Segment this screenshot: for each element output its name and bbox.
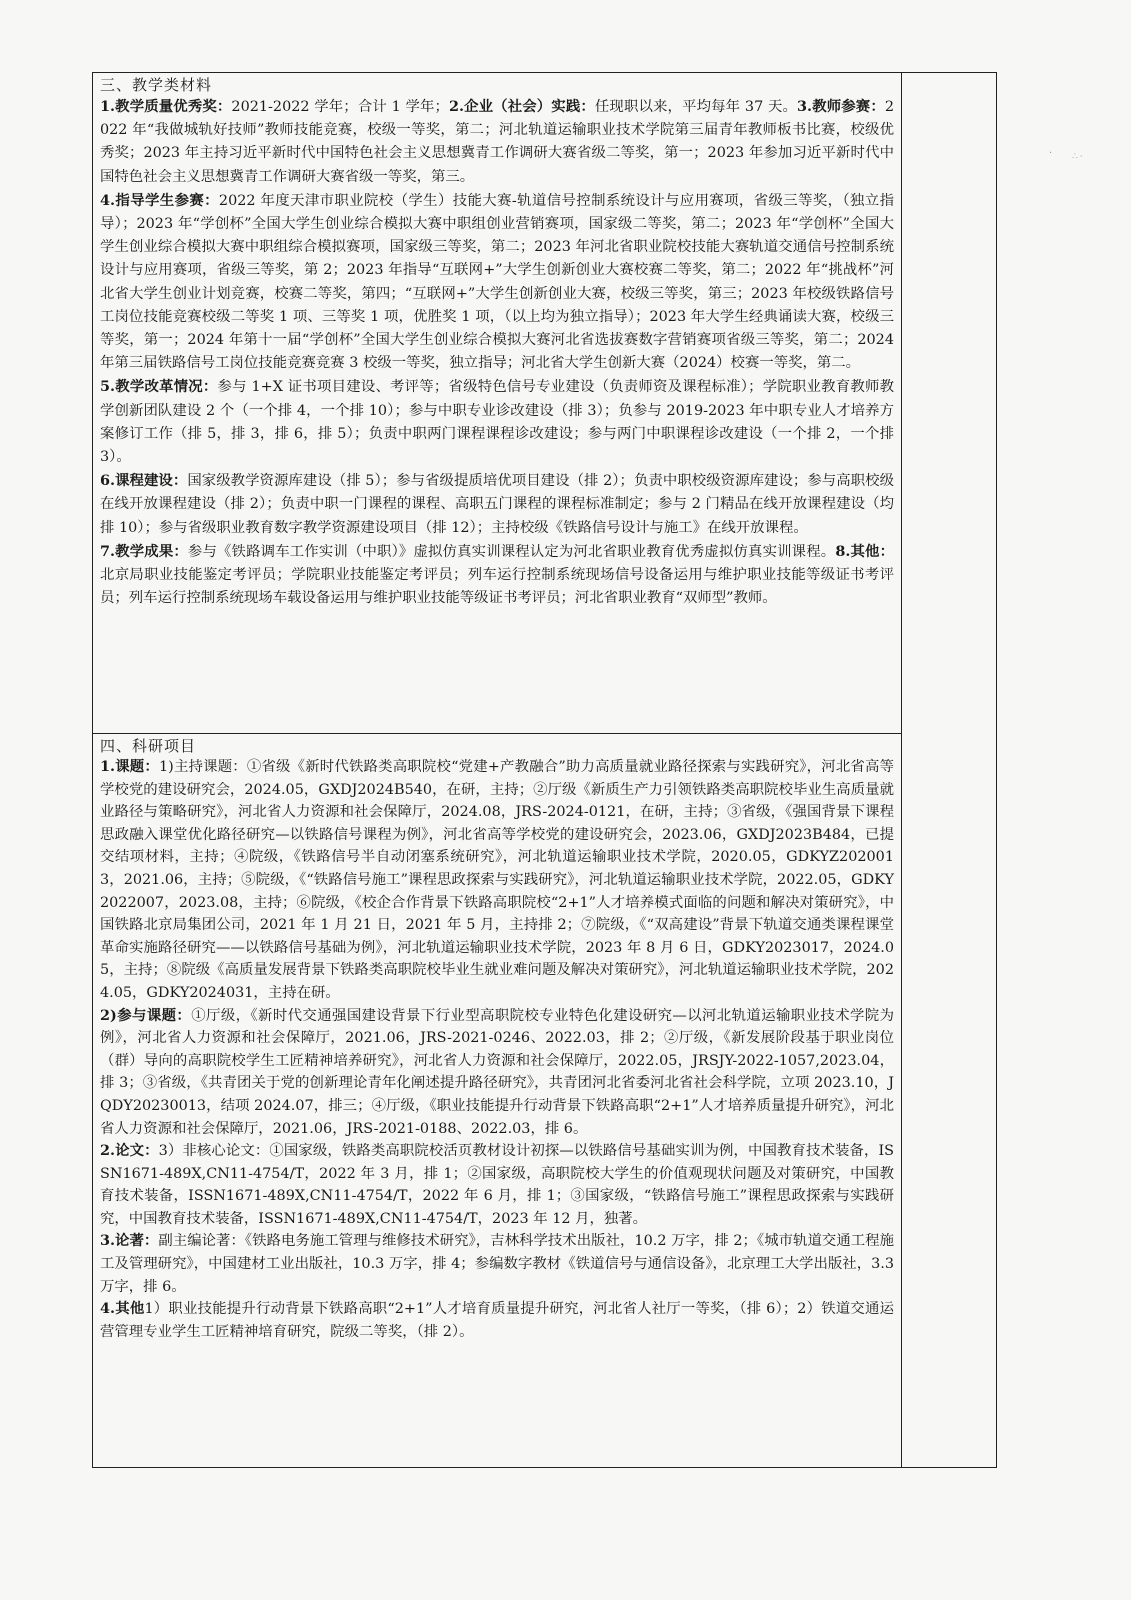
item-text: 1)主持课题：①省级《新时代铁路类高职院校“党建+产教融合”助力高质量就业路径探索与实践研究》，河北省高等学校党的建设研究会，2024.05，GXDJ2024B540，在研，主持；②厅级《新质生产力引领铁路类高职院校毕业生高质量就业路径与策略研究》，河北省人力资源和社会保障厅，2024.08，JRS-2024-0121，在研，主持；③省级，《强国背景下课程思政融入课堂优化路径研究—以铁路信号课程为例》，河北省高等学校党的建设研究会，2023.06，GXDJ2023B484，已提交结项材料，主持；④院级，《铁路信号半自动闭塞系统研究》，河北轨道运输职业技术学院，2020.05，GDKYZ2020013，2021.06，主持；⑤院级，《“铁路信号施工”课程思政探索与实践研究》，河北轨道运输职业技术学院，2022.05，GDKY2022007，2023.08，主持；⑥院级，《校企合作背景下铁路高职院校“2+1”人才培养模式面临的问题和解决对策研究》，中国铁路北京局集团公司，2021 年 1 月 21 日，2021 年 5 月，主持排 2；⑦院级，《“双高建设”背景下轨道交通类课程课堂革命实施路径研究——以铁路信号基础为例》，河北轨道运输职业技术学院，2023 年 8 月 6 日，GDKY2023017，2024.05，主持；⑧院级《高质量发展背景下铁路类高职院校毕业生就业难问题及解决对策研究》，河北轨道运输职业技术学院，2024.05，GDKY2024031，主持在研。 (100, 759, 894, 1001)
item-text: 3）非核心论文：①国家级，铁路类高职院校活页教材设计初探—以铁路信号基础实训为例，中国教育技术装备，ISSN1671-489X,CN11-4754/T，2022 年 3 月，排 1；②国家级，高职院校大学生的价值观现状问题及对策研究，中国教育技术装备，ISSN1671-489X,CN11-4754/T，2022 年 6 月，排 1；③国家级，“铁路信号施工”课程思政探索与实践研究，中国教育技术装备，ISSN1671-489X,CN11-4754/T，2023 年 12 月，独著。 (100, 1143, 894, 1227)
item-text: 1）职业技能提升行动背景下铁路高职“2+1”人才培育质量提升研究，河北省人社厅一等奖，（排 6）；2）铁道交通运营管理专业学生工匠精神培育研究，院级二等奖，（排 2）。 (100, 1301, 894, 1340)
item-text: 2022 年“我做城轨好技师”教师技能竞赛，校级一等奖，第二；河北轨道运输职业技术学院第三届青年教师板书比赛，校级优秀奖；2023 年主持习近平新时代中国特色社会主义思想冀青工作调研大赛省级二等奖，第一；2023 年参加习近平新时代中国特色社会主义思想冀青工作调研大赛省级一等奖，第三。 (100, 99, 895, 185)
section-title: 四、科研项目 (100, 737, 197, 755)
section-body (100, 756, 894, 1343)
scan-speck: · (1049, 148, 1053, 159)
section-body (100, 95, 894, 610)
item-lead: 3.论著： (100, 1232, 159, 1250)
item-text: 2021-2022 学年；合计 1 学年； (231, 99, 449, 115)
item-text: 参与《铁路调车工作实训（中职）》虚拟仿真实训课程认定为河北省职业教育优秀虚拟仿真实训课程。 (187, 543, 836, 560)
item-text: 北京局职业技能鉴定考评员；学院职业技能鉴定考评员；列车运行控制系统现场信号设备运用与维护职业技能等级证书考评员；列车运行控制系统现场车载设备运用与维护职业技能等级证书考评员；河北省职业教育“双师型”教师。 (100, 567, 894, 607)
item-lead: 7.教学成果： (100, 542, 188, 560)
item-lead: 8.其他： (835, 542, 894, 560)
item-lead: 1.教学质量优秀奖： (100, 98, 232, 115)
item-lead: 4.其他 (100, 1300, 145, 1318)
item-text: 参与 1+X 证书项目建设、考评等；省级特色信号专业建设（负责师资及课程标准）；学院职业教育教师教学创新团队建设 2 个（一个排 4，一个排 10）；参与中职专业诊改建设（排 3）；负参与 2019-2023 年中职专业人才培养方案修订工作（排 5，排 3，排 6，排 5）；负责中职两门课程课程诊改建设；参与两门中职课程诊改建设（一个排 2，一个排 3）。 (100, 379, 894, 466)
item-lead: 1.课题： (100, 758, 159, 775)
form-table (92, 72, 997, 1468)
section-title: 三、教学类材料 (100, 76, 213, 94)
item-lead: 2.企业（社会）实践： (448, 98, 595, 115)
item-lead: 3.教师参赛： (797, 98, 885, 115)
item-lead: 6.课程建设： (100, 472, 188, 490)
scan-speck: ∴· (1072, 152, 1085, 162)
item-lead: 2.论文： (100, 1142, 159, 1160)
item-text: 国家级教学资源库建设（排 5）；参与省级提质培优项目建设（排 2）；负责中职校级资源库建设；参与高职校级在线开放课程建设（排 2）；负责中职一门课程的课程、高职五门课程的课程标准制定；参与 2 门精品在线开放课程建设（均排 10）；参与省级职业教育数字教学资源建设项目（排 12）；主持校级《铁路信号设计与施工》在线开放课程。 (100, 473, 894, 536)
item-lead: 4.指导学生参赛： (100, 191, 219, 209)
item-text: ①厅级，《新时代交通强国建设背景下行业型高职院校专业特色化建设研究—以河北轨道运输职业技术学院为例》，河北省人力资源和社会保障厅，2021.06，JRS-2021-0246、2022.03，排 2；②厅级，《新发展阶段基于职业岗位（群）导向的高职院校学生工匠精神培养研究》，河北省人力资源和社会保障厅，2022.05，JRSJY-2022-1057,2023.04，排 3；③省级，《共青团关于党的创新理论青年化阐述提升路径研究》，共青团河北省委河北省社会科学院，立项 2023.10，JQDY20230013，结项 2024.07，排三；④厅级，《职业技能提升行动背景下铁路高职“2+1”人才培养质量提升研究》，河北省人力资源和社会保障厅，2021.06，JRS-2021-0188、2022.03，排 6。 (100, 1007, 894, 1137)
item-text: 任现职以来，平均每年 37 天。 (594, 99, 798, 115)
item-text: 副主编论著：《铁路电务施工管理与维修技术研究》，吉林科学技术出版社，10.2 万字，排 2；《城市轨道交通工程施工及管理研究》，中国建材工业出版社，10.3 万字，排 4；参编数字教材《铁道信号与通信设备》，北京理工大学出版社，3.3 万字，排 6。 (100, 1233, 894, 1295)
item-lead: 5.教学改革情况： (100, 378, 218, 396)
item-lead: 2)参与课题： (100, 1006, 192, 1024)
teaching-materials-section (93, 73, 901, 734)
research-projects-section (93, 734, 901, 1467)
item-text: 2022 年度天津市职业院校（学生）技能大赛-轨道信号控制系统设计与应用赛项，省级三等奖，（独立指导）；2023 年“学创杯”全国大学生创业综合模拟大赛中职组创业营销赛项，国家级二等奖，第二；2023 年“学创杯”全国大学生创业综合模拟大赛中职组综合模拟赛项，国家级三等奖，第二；2023 年河北省职业院校技能大赛轨道交通信号控制系统设计与应用赛项，省级三等奖，第 2；2023 年指导“互联网+”大学生创新创业大赛校赛二等奖，第二；2022 年“挑战杯”河北省大学生创业计划竞赛，校赛二等奖，第四；“互联网+”大学生创新创业大赛，校级三等奖，第三；2023 年校级铁路信号工岗位技能竞赛校级二等奖 1 项、三等奖 1 项，优胜奖 1 项，（以上均为独立指导）；2023 年大学生经典诵读大赛，校级三等奖，第一；2024 年第十一届“学创杯”全国大学生创业综合模拟大赛河北省选拔赛数字营销赛项省级三等奖，第二；2024 年第三届铁路信号工岗位技能竞赛竞赛 3 校级一等奖，独立指导；河北省大学生创新大赛（2024）校赛一等奖，第二。 (100, 192, 894, 372)
remarks-column (901, 73, 902, 1467)
